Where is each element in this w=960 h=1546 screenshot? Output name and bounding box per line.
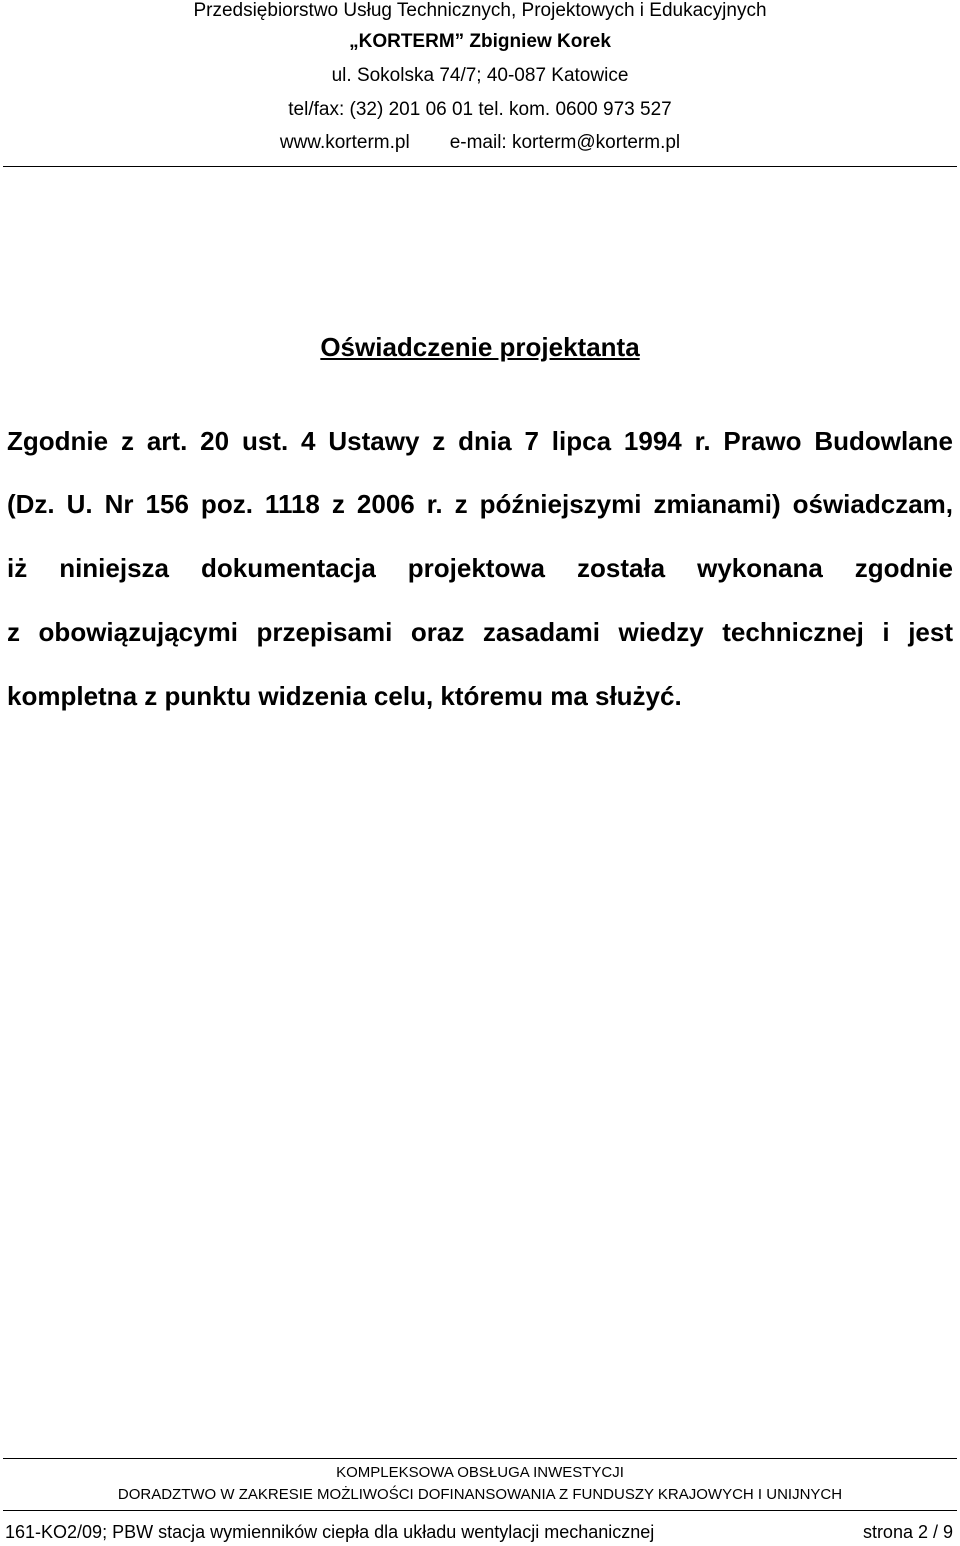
company-email: e-mail: korterm@korterm.pl xyxy=(449,132,681,153)
statement-line-2: (Dz. U. Nr 156 poz. 1118 z 2006 r. z późniejszymi zmianami) oświadczam, xyxy=(7,489,953,519)
footer-advisory: DORADZTWO W ZAKRESIE MOŻLIWOŚCI DOFINANSOWANIA Z FUNDUSZY KRAJOWYCH I UNIJNYCH xyxy=(117,1486,843,1503)
footer-divider-top xyxy=(3,1458,957,1459)
footer-project-reference: 161-KO2/09; PBW stacja wymienników ciepła dla układu wentylacji mechanicznej xyxy=(5,1522,655,1542)
statement-line-1: Zgodnie z art. 20 ust. 4 Ustawy z dnia 7 lipca 1994 r. Prawo Budowlane xyxy=(7,426,953,456)
company-website: www.korterm.pl xyxy=(279,132,410,153)
document-title: Oświadczenie projektanta xyxy=(320,332,640,362)
footer-page-number: strona 2 / 9 xyxy=(862,1522,953,1542)
footer-services: KOMPLEKSOWA OBSŁUGA INWESTYCJI xyxy=(336,1464,624,1481)
statement-line-5: kompletna z punktu widzenia celu, któremu ma służyć. xyxy=(7,681,682,711)
company-phone: tel/fax: (32) 201 06 01 tel. kom. 0600 973 527 xyxy=(288,99,672,120)
company-address: ul. Sokolska 74/7; 40-087 Katowice xyxy=(331,65,629,86)
header-divider xyxy=(3,166,957,167)
statement-line-4: z obowiązującymi przepisami oraz zasadami wiedzy technicznej i jest xyxy=(7,617,953,647)
company-name: „KORTERM” Zbigniew Korek xyxy=(349,31,611,52)
statement-line-3: iż niniejsza dokumentacja projektowa została wykonana zgodnie xyxy=(7,553,953,583)
company-description: Przedsiębiorstwo Usług Technicznych, Projektowych i Edukacyjnych xyxy=(193,0,767,21)
footer-divider-bottom xyxy=(3,1510,957,1511)
company-contact-line xyxy=(0,132,960,154)
